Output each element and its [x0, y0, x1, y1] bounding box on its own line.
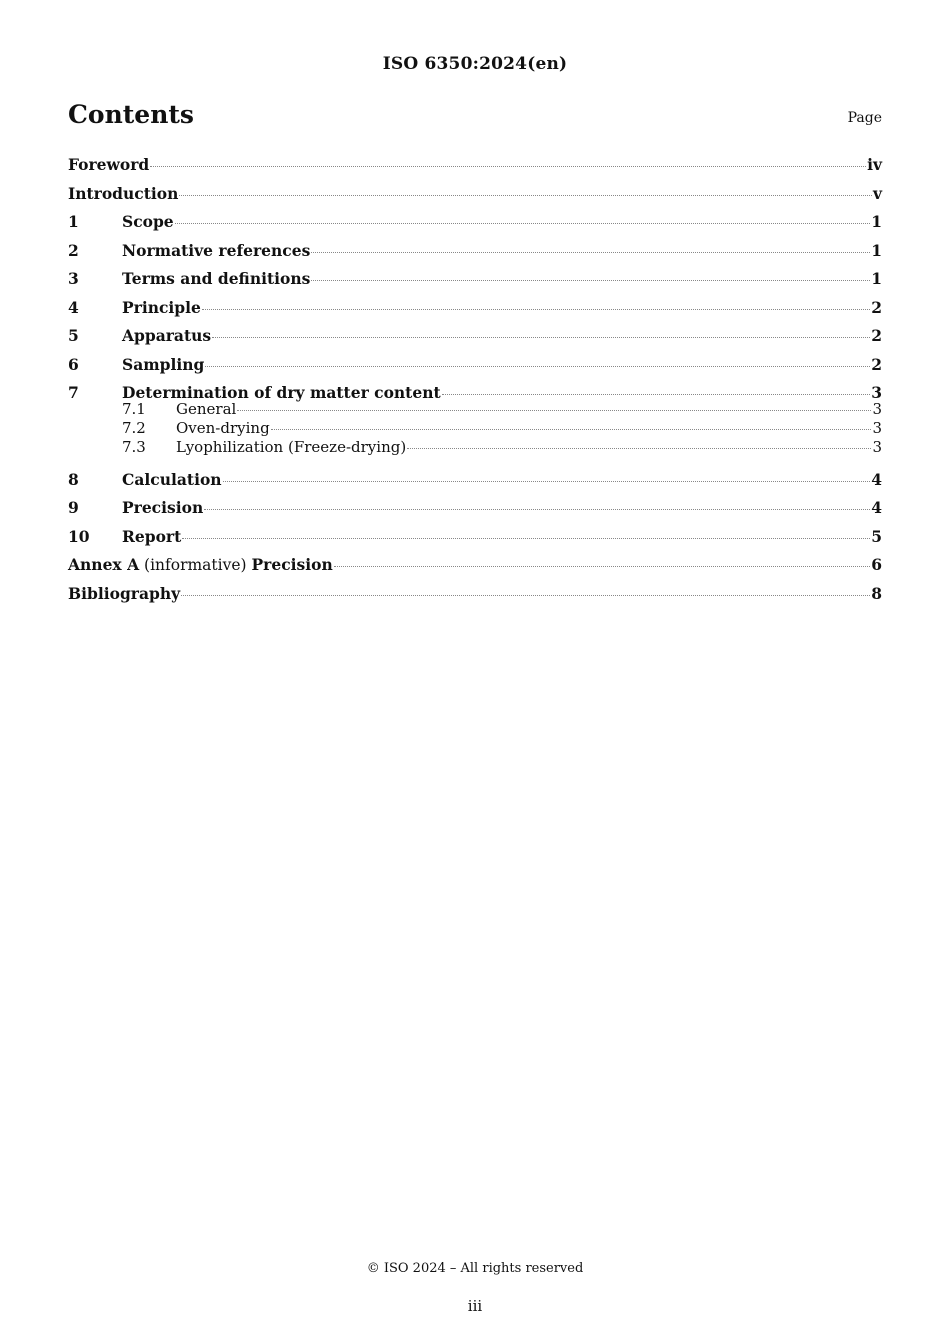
toc-entry-introduction[interactable]: [68, 180, 882, 209]
dot-leader: [311, 252, 870, 253]
toc-entry-page: 3: [872, 399, 882, 418]
toc-entry-title: General: [176, 399, 237, 418]
toc-entry-number: 7: [68, 383, 79, 402]
toc-entry-title: Terms and definitions: [122, 269, 311, 288]
toc-entry-foreword[interactable]: [68, 151, 882, 180]
dot-leader: [334, 566, 870, 567]
toc-entry-title: Calculation: [122, 469, 222, 489]
toc-entry-bibliography[interactable]: [68, 580, 882, 609]
toc-subentry-oven-drying[interactable]: [68, 419, 882, 438]
toc-entry-page: 3: [872, 418, 882, 437]
dot-leader: [204, 509, 870, 510]
toc-entry-number: 3: [68, 269, 79, 288]
toc-entry-page: 1: [871, 240, 882, 260]
toc-entry-title: Principle: [122, 297, 201, 317]
dot-leader: [271, 429, 872, 430]
toc-entry-annex-a[interactable]: [68, 551, 882, 580]
dot-leader: [182, 538, 870, 539]
toc-entry-page: 2: [871, 354, 882, 374]
toc-entry-title: Bibliography: [68, 583, 181, 603]
toc-entry-page: 3: [871, 383, 882, 402]
toc-entry-report[interactable]: [68, 523, 882, 552]
toc-entry-page: 2: [871, 297, 882, 317]
toc-subentry-lyophilization[interactable]: [68, 438, 882, 457]
toc-entry-title: Report: [122, 526, 182, 546]
toc-entry-number: 9: [68, 498, 79, 517]
toc-entry-normative-references[interactable]: [68, 237, 882, 266]
toc-entry-title: Apparatus: [122, 326, 212, 345]
toc-entry-apparatus[interactable]: [68, 322, 882, 351]
dot-leader: [175, 223, 871, 224]
toc-entry-page: 6: [871, 555, 882, 574]
table-of-contents: [68, 151, 882, 608]
document-header: ISO 6350:2024(en): [382, 54, 568, 74]
toc-entry-page: 5: [871, 526, 882, 546]
toc-entry-title: Foreword: [68, 155, 150, 174]
dot-leader: [223, 481, 871, 482]
toc-subentry-general[interactable]: [68, 400, 882, 419]
toc-entry-title: Oven-drying: [176, 418, 270, 437]
toc-entry-title: [68, 551, 333, 580]
toc-entry-page: iv: [867, 155, 882, 174]
toc-entry-calculation[interactable]: [68, 466, 882, 495]
dot-leader: [442, 394, 871, 395]
toc-entry-title: Determination of dry matter content: [122, 383, 441, 402]
annex-title: Precision: [251, 555, 333, 574]
contents-heading: Contents: [68, 100, 195, 129]
toc-entry-page: 4: [871, 469, 882, 489]
dot-leader: [311, 280, 870, 281]
toc-entry-sampling[interactable]: [68, 351, 882, 380]
toc-entry-scope[interactable]: [68, 208, 882, 237]
toc-entry-title: Precision: [122, 498, 204, 517]
toc-entry-number: 7.3: [122, 437, 146, 456]
dot-leader: [181, 595, 870, 596]
toc-entry-page: 4: [871, 498, 882, 517]
toc-entry-number: 4: [68, 297, 79, 317]
dot-leader: [237, 410, 871, 411]
toc-entry-title: Sampling: [122, 354, 205, 374]
toc-entry-title: Lyophilization (Freeze-drying): [176, 437, 407, 456]
toc-entry-number: 5: [68, 326, 79, 345]
dot-leader: [179, 195, 872, 196]
toc-entry-page: 8: [871, 583, 882, 603]
toc-entry-terms-and-definitions[interactable]: [68, 265, 882, 294]
dot-leader: [407, 448, 871, 449]
toc-entry-number: 7.2: [122, 418, 146, 437]
toc-entry-number: 1: [68, 212, 79, 231]
toc-entry-number: 8: [68, 469, 79, 489]
toc-entry-number: 10: [68, 526, 90, 546]
toc-entry-title: Normative references: [122, 240, 311, 260]
toc-entry-page: 2: [871, 326, 882, 345]
page-number: iii: [467, 1297, 483, 1315]
toc-entry-page: 3: [872, 437, 882, 456]
annex-label: Annex A: [68, 555, 140, 574]
toc-entry-title: Scope: [122, 212, 174, 231]
dot-leader: [212, 337, 870, 338]
annex-type: (informative): [139, 556, 252, 574]
dot-leader: [205, 366, 870, 367]
toc-entry-page: 1: [871, 269, 882, 288]
toc-entry-number: 2: [68, 240, 79, 260]
toc-entry-title: Introduction: [68, 183, 179, 203]
dot-leader: [150, 166, 866, 167]
toc-entry-number: 7.1: [122, 399, 146, 418]
toc-entry-precision[interactable]: [68, 494, 882, 523]
toc-entry-principle[interactable]: [68, 294, 882, 323]
toc-entry-number: 6: [68, 354, 79, 374]
page-column-label: Page: [847, 110, 882, 126]
toc-entry-page: 1: [871, 212, 882, 231]
copyright-notice: © ISO 2024 – All rights reserved: [366, 1261, 584, 1276]
toc-entry-page: v: [872, 183, 882, 203]
dot-leader: [202, 309, 870, 310]
